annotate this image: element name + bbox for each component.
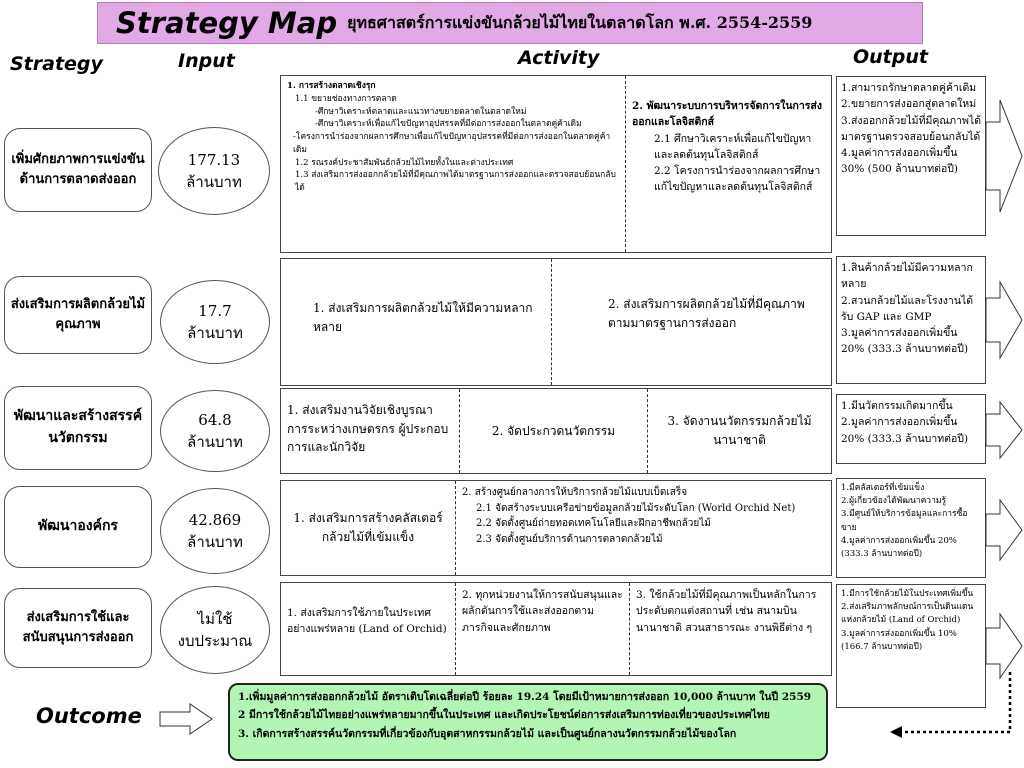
header-strategy: Strategy <box>10 53 103 75</box>
activity-cell <box>625 76 831 252</box>
input-amount: 177.13 <box>187 150 241 169</box>
input-oval-innovation <box>160 390 270 472</box>
outcome-line: 2 มีการใช้กล้วยไม้ไทยอย่างแพร่หลายมากขึ้นในประเทศ และเกิดประโยชน์ต่อการส่งเสริมการท่องเที่ยวของประเทศไทย <box>238 709 770 722</box>
title-banner <box>97 2 923 44</box>
output-line: 4.มูลค่าการส่งออกเพิ่มขึ้น 30% (500 ล้านบาทต่อปี) <box>841 147 959 176</box>
output-line: 3.ส่งออกกล้วยไม้ที่มีคุณภาพได้มาตรฐานตรวจสอบย้อนกลับได้ <box>841 114 982 143</box>
input-unit: ล้านบาท <box>187 324 243 342</box>
activity-line: 1.2 รณรงค์ประชาสัมพันธ์กล้วยไม้ไทยทั้งในและต่างประเทศ <box>295 157 514 168</box>
activity-line: 2.1 ศึกษาวิเคราะห์เพื่อแก้ไขปัญหาและลดต้นทุนโลจิสติกส์ <box>654 132 812 161</box>
output-line: 2.ส่งเสริมภาพลักษณ์การเป็นดินแดนแห่งกล้วยไม้ (Land of Orchid) <box>841 602 974 626</box>
output-arrow-icon <box>986 402 1022 458</box>
activity-cell: 2. ทุกหน่วยงานให้การสนับสนุนและผลักดันการใช้และส่งออกตามภารกิจและศักยภาพ <box>455 583 629 675</box>
output-line: 1.มีการใช้กล้วยไม้ในประเทศเพิ่มขึ้น <box>841 589 974 599</box>
input-unit: งบประมาณ <box>177 632 253 650</box>
outcome-arrow-icon <box>160 704 212 734</box>
output-line: 2.มูลค่าการส่งออกเพิ่มขึ้น 20% (333.3 ล้านบาทต่อปี) <box>841 416 969 445</box>
output-line: 3.มูลค่าการส่งออกเพิ่มขึ้น 10% (166.7 ล้านบาทต่อปี) <box>841 628 957 652</box>
activity-cell <box>281 76 625 252</box>
output-line: 2.ผู้เกี่ยวข้องได้พัฒนาความรู้ <box>841 496 947 507</box>
input-amount: 42.869 <box>188 510 242 529</box>
activity-box-market <box>280 75 832 253</box>
input-oval-production <box>160 280 270 364</box>
activity-line: -ศึกษาวิเคราะห์เพื่อแก้ไขปัญหาอุปสรรคที่มีต่อการส่งออกในตลาดคู่ค้าเดิม <box>315 119 582 130</box>
output-line: 3.มีศูนย์ให้บริการข้อมูลและการซื้อขาย <box>841 509 968 533</box>
activity-cell: 1. ส่งเสริมการสร้างคลัสเตอร์กล้วยไม้ที่เข้มแข็ง <box>293 511 443 544</box>
output-arrow-icon <box>986 614 1022 678</box>
header-outcome: Outcome <box>36 704 142 728</box>
outcome-line: 1.เพิ่มมูลค่าการส่งออกกล้วยไม้ อัตราเติบโตเฉลี่ยต่อปี ร้อยละ 19.24 โดยมีเป้าหมายการส่งออก 10,000 ล้านบาท ในปี 2559 <box>238 691 812 703</box>
activity-cell: 1. ส่งเสริมงานวิจัยเชิงบูรณาการระหว่างเกษตรกร ผู้ประกอบการและนักวิจัย <box>287 403 449 455</box>
activity-line: 2.2 จัดตั้งศูนย์ถ่ายทอดเทคโนโลยีและฝึกอาชีพกล้วยไม้ <box>476 518 711 529</box>
output-box-organization <box>836 478 986 578</box>
activity-box-usage <box>280 582 832 676</box>
input-unit: ล้านบาท <box>187 433 243 451</box>
input-oval-usage <box>160 586 270 674</box>
activity-line: 1.1 ขยายช่องทางการตลาด <box>295 93 397 104</box>
output-line: 2.ขยายการส่งออกสู่ตลาดใหม่ <box>841 98 977 111</box>
output-line: 1.สินค้ากล้วยไม้มีความหลากหลาย <box>841 262 973 291</box>
activity-cell: 1. ส่งเสริมการใช้ภายในประเทศอย่างแพร่หลาย (Land of Orchid) <box>287 607 447 636</box>
output-line: 1.สามารถรักษาตลาดคู่ค้าเดิม <box>841 82 977 94</box>
header-input: Input <box>178 50 235 72</box>
activity-cell: 2. ส่งเสริมการผลิตกล้วยไม้ที่มีคุณภาพตามมาตรฐานการส่งออก <box>551 259 831 385</box>
activity-cell: 3. จัดงานนวัตกรรมกล้วยไม้นานาชาติ <box>647 389 831 473</box>
input-unit: ล้านบาท <box>186 173 242 191</box>
strategy-label: ส่งเสริมการใช้และสนับสนุนการส่งออก <box>22 609 134 645</box>
output-arrow-icon <box>986 282 1022 358</box>
input-oval-organization <box>160 488 270 574</box>
output-box-market <box>836 76 986 236</box>
activity-cell: 1. ส่งเสริมการผลิตกล้วยไม้ให้มีความหลากหลาย <box>313 301 533 334</box>
activity-line: 2.3 จัดตั้งศูนย์บริการด้านการตลาดกล้วยไม้ <box>476 533 663 545</box>
output-line: 4.มูลค่าการส่งออกเพิ่มขึ้น 20% (333.3 ล้านบาทต่อปี) <box>841 535 957 559</box>
input-amount: 64.8 <box>198 410 232 429</box>
activity-cell <box>455 481 831 575</box>
output-line: 1.มีคลัสเตอร์ที่เข้มแข็ง <box>841 483 925 493</box>
activity-box-production <box>280 258 832 386</box>
activity-heading: 2. สร้างศูนย์กลางการให้บริการกล้วยไม้แบบเบ็ดเสร็จ <box>462 487 688 498</box>
output-box-usage <box>836 584 986 708</box>
output-line: 2.สวนกล้วยไม้และโรงงานได้รับ GAP และ GMP <box>841 294 974 323</box>
input-amount: ไม่ใช้ <box>197 609 233 628</box>
activity-box-innovation <box>280 388 832 474</box>
output-line: 1.มีนวัตกรรมเกิดมากขึ้น <box>841 400 953 412</box>
activity-box-organization <box>280 480 832 576</box>
activity-cell: 3. ใช้กล้วยไม้ที่มีคุณภาพเป็นหลักในการประดับตกแต่งสถานที่ เช่น สนามบินนานาชาติ สวนสาธารณะ งานพิธีต่าง ๆ <box>629 583 831 675</box>
title-thai: ยุทธศาสตร์การแข่งขันกล้วยไม้ไทยในตลาดโลก พ.ศ. 2554-2559 <box>347 12 813 32</box>
strategy-label: เพิ่มศักยภาพการแข่งขันด้านการตลาดส่งออก <box>11 151 145 187</box>
header-activity: Activity <box>518 47 600 69</box>
strategy-box-innovation <box>4 386 152 470</box>
title-english: Strategy Map <box>116 6 338 40</box>
activity-line: -โครงการนำร่องจากผลการศึกษาเพื่อแก้ไขปัญหาอุปสรรคที่มีต่อการส่งออกในตลาดคู่ค้าเดิม <box>293 132 611 155</box>
strategy-label: พัฒนาและสร้างสรรค์นวัตกรรม <box>13 408 143 446</box>
output-line: 3.มูลค่าการส่งออกเพิ่มขึ้น 20% (333.3 ล้านบาทต่อปี) <box>841 327 969 356</box>
header-output: Output <box>853 46 928 68</box>
activity-cell: 2. จัดประกวดนวัตกรรม <box>459 389 647 473</box>
outcome-box <box>228 683 828 761</box>
output-box-innovation <box>836 394 986 464</box>
activity-line: 2.1 จัดสร้างระบบเครือข่ายข้อมูลกล้วยไม้ระดับโลก (World Orchid Net) <box>476 502 796 514</box>
activity-line: 1.3 ส่งเสริมการส่งออกกล้วยไม้ที่มีคุณภาพได้มาตรฐานการส่งออกและตรวจสอบย้อนกลับได้ <box>295 170 616 193</box>
activity-line: 2.2 โครงการนำร่องจากผลการศึกษาแก้ไขปัญหาและลดต้นทุนโลจิสติกส์ <box>654 165 821 194</box>
activity-heading: 1. การสร้างตลาดเชิงรุก <box>287 81 376 91</box>
strategy-label: พัฒนาองค์กร <box>38 518 118 535</box>
strategy-box-production <box>4 276 152 354</box>
activity-heading: 2. พัฒนาระบบการบริหารจัดการในการส่งออกและโลจิสติกส์ <box>632 100 822 129</box>
strategy-box-market <box>4 128 152 212</box>
strategy-box-usage <box>4 588 152 668</box>
output-arrow-icon <box>986 500 1022 560</box>
strategy-box-organization <box>4 486 152 568</box>
input-amount: 17.7 <box>198 301 232 320</box>
output-arrow-icon <box>986 100 1022 212</box>
input-unit: ล้านบาท <box>187 533 243 551</box>
output-box-production <box>836 256 986 384</box>
activity-line: -ศึกษาวิเคราะห์ตลาดและแนวทางขยายตลาดในตลาดใหม่ <box>315 106 527 117</box>
strategy-label: ส่งเสริมการผลิตกล้วยไม้คุณภาพ <box>10 296 146 332</box>
outcome-line: 3. เกิดการสร้างสรรค์นวัตกรรมที่เกี่ยวข้องกับอุตสาหกรรมกล้วยไม้ และเป็นศูนย์กลางนวัตกรรมกล้วยไม้ของโลก <box>238 727 737 740</box>
feedback-arrowhead-icon <box>890 726 902 738</box>
input-oval-market <box>158 127 270 215</box>
